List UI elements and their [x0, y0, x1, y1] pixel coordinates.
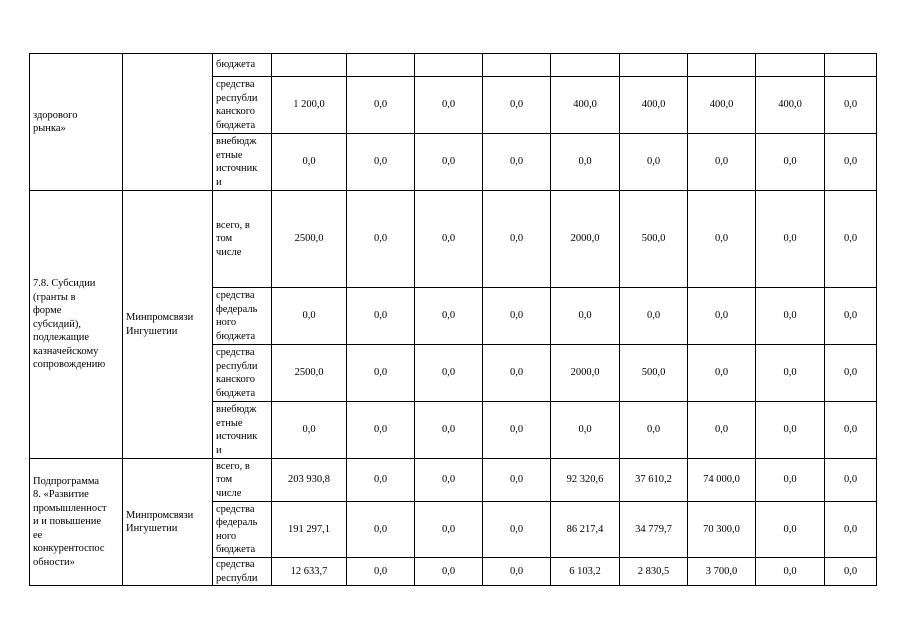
amount-cell: 0,0 [688, 402, 756, 459]
funding-source: внебюдж етные источник и [216, 136, 258, 188]
amount-cell [483, 54, 551, 77]
amount-cell: 203 930,8 [272, 459, 347, 502]
funding-source-cell [213, 558, 272, 586]
amount-cell: 0,0 [483, 77, 551, 134]
amount-cell: 400,0 [688, 77, 756, 134]
amount-cell: 0,0 [551, 402, 620, 459]
amount-cell: 0,0 [756, 191, 825, 288]
amount-cell: 0,0 [620, 402, 688, 459]
amount-cell: 0,0 [415, 77, 483, 134]
amount-cell [415, 54, 483, 77]
amount-cell [756, 54, 825, 77]
amount-cell: 0,0 [688, 345, 756, 402]
amount-cell: 2000,0 [551, 191, 620, 288]
amount-cell: 0,0 [483, 191, 551, 288]
amount-cell: 0,0 [415, 558, 483, 586]
executor-cell [123, 54, 213, 191]
amount-cell: 37 610,2 [620, 459, 688, 502]
amount-cell: 34 779,7 [620, 502, 688, 558]
executor-name: Минпромсвязи Ингушетии [126, 509, 194, 534]
measure-name: здорового рынка» [33, 109, 78, 134]
amount-cell: 2 830,5 [620, 558, 688, 586]
table-body [30, 54, 877, 586]
amount-cell: 0,0 [825, 558, 877, 586]
table-row [30, 191, 877, 288]
amount-cell: 12 633,7 [272, 558, 347, 586]
amount-cell: 0,0 [483, 459, 551, 502]
funding-source-cell [213, 54, 272, 77]
amount-cell: 0,0 [688, 134, 756, 191]
amount-cell: 0,0 [825, 459, 877, 502]
amount-cell: 0,0 [756, 288, 825, 345]
funding-source-cell [213, 288, 272, 345]
amount-cell: 0,0 [551, 288, 620, 345]
amount-cell: 0,0 [756, 502, 825, 558]
amount-cell: 0,0 [825, 345, 877, 402]
funding-source: всего, в том числе [216, 460, 250, 499]
amount-cell: 0,0 [272, 288, 347, 345]
funding-source: средства федераль ного бюджета [216, 290, 258, 342]
funding-source: внебюдж етные источник и [216, 404, 258, 456]
amount-cell: 0,0 [483, 345, 551, 402]
amount-cell: 2500,0 [272, 345, 347, 402]
funding-source-cell [213, 191, 272, 288]
measure-name: Подпрограмма 8. «Развитие промышленност и и повышение ее конкурентоспос обности» [33, 475, 107, 568]
amount-cell: 0,0 [415, 502, 483, 558]
amount-cell [825, 54, 877, 77]
amount-cell: 0,0 [825, 288, 877, 345]
amount-cell: 400,0 [756, 77, 825, 134]
amount-cell: 0,0 [825, 402, 877, 459]
amount-cell: 0,0 [347, 77, 415, 134]
amount-cell: 0,0 [756, 558, 825, 586]
amount-cell: 2000,0 [551, 345, 620, 402]
funding-source-cell [213, 502, 272, 558]
amount-cell: 0,0 [347, 402, 415, 459]
amount-cell: 0,0 [347, 191, 415, 288]
amount-cell [620, 54, 688, 77]
amount-cell: 0,0 [347, 345, 415, 402]
measure-name-cell [30, 459, 123, 586]
amount-cell: 3 700,0 [688, 558, 756, 586]
amount-cell: 0,0 [415, 288, 483, 345]
executor-cell [123, 191, 213, 459]
amount-cell [272, 54, 347, 77]
amount-cell: 500,0 [620, 345, 688, 402]
amount-cell [347, 54, 415, 77]
amount-cell: 0,0 [825, 191, 877, 288]
amount-cell: 400,0 [551, 77, 620, 134]
amount-cell: 0,0 [756, 459, 825, 502]
amount-cell: 0,0 [272, 134, 347, 191]
amount-cell: 92 320,6 [551, 459, 620, 502]
amount-cell: 0,0 [415, 191, 483, 288]
executor-name: Минпромсвязи Ингушетии [126, 312, 194, 337]
measure-name-cell [30, 191, 123, 459]
funding-source: всего, в том числе [216, 219, 250, 258]
amount-cell: 0,0 [347, 558, 415, 586]
amount-cell: 0,0 [483, 288, 551, 345]
funding-source-cell [213, 345, 272, 402]
amount-cell: 0,0 [347, 502, 415, 558]
funding-source: средства республи канского бюджета [216, 347, 258, 399]
amount-cell: 500,0 [620, 191, 688, 288]
funding-source-cell [213, 134, 272, 191]
amount-cell: 191 297,1 [272, 502, 347, 558]
amount-cell: 0,0 [347, 288, 415, 345]
executor-cell [123, 459, 213, 586]
amount-cell [551, 54, 620, 77]
amount-cell: 0,0 [272, 402, 347, 459]
amount-cell [688, 54, 756, 77]
budget-table [29, 53, 877, 586]
amount-cell: 0,0 [620, 134, 688, 191]
amount-cell: 0,0 [620, 288, 688, 345]
amount-cell: 0,0 [415, 134, 483, 191]
amount-cell: 0,0 [825, 502, 877, 558]
amount-cell: 0,0 [688, 288, 756, 345]
amount-cell: 86 217,4 [551, 502, 620, 558]
amount-cell: 1 200,0 [272, 77, 347, 134]
amount-cell: 2500,0 [272, 191, 347, 288]
funding-source-cell [213, 77, 272, 134]
amount-cell: 0,0 [483, 402, 551, 459]
funding-source-cell [213, 459, 272, 502]
amount-cell: 0,0 [347, 134, 415, 191]
amount-cell: 0,0 [415, 459, 483, 502]
amount-cell: 6 103,2 [551, 558, 620, 586]
amount-cell: 0,0 [415, 402, 483, 459]
amount-cell: 0,0 [825, 77, 877, 134]
table-row [30, 54, 877, 77]
funding-source: средства республи канского бюджета [216, 79, 258, 131]
amount-cell: 70 300,0 [688, 502, 756, 558]
funding-source: средства федераль ного бюджета [216, 503, 258, 555]
amount-cell: 74 000,0 [688, 459, 756, 502]
amount-cell: 0,0 [551, 134, 620, 191]
amount-cell: 0,0 [483, 558, 551, 586]
table-row [30, 459, 877, 502]
measure-name: 7.8. Субсидии (гранты в форме субсидий), подлежащие казначейскому сопровождению [33, 278, 106, 371]
amount-cell: 0,0 [483, 502, 551, 558]
amount-cell: 0,0 [415, 345, 483, 402]
amount-cell: 0,0 [688, 191, 756, 288]
amount-cell: 0,0 [483, 134, 551, 191]
funding-source-cell [213, 402, 272, 459]
measure-name-cell [30, 54, 123, 191]
amount-cell: 0,0 [347, 459, 415, 502]
amount-cell: 0,0 [756, 345, 825, 402]
amount-cell: 0,0 [825, 134, 877, 191]
amount-cell: 400,0 [620, 77, 688, 134]
funding-source: средства республи [216, 559, 258, 584]
funding-source: бюджета [216, 59, 256, 71]
amount-cell: 0,0 [756, 402, 825, 459]
amount-cell: 0,0 [756, 134, 825, 191]
